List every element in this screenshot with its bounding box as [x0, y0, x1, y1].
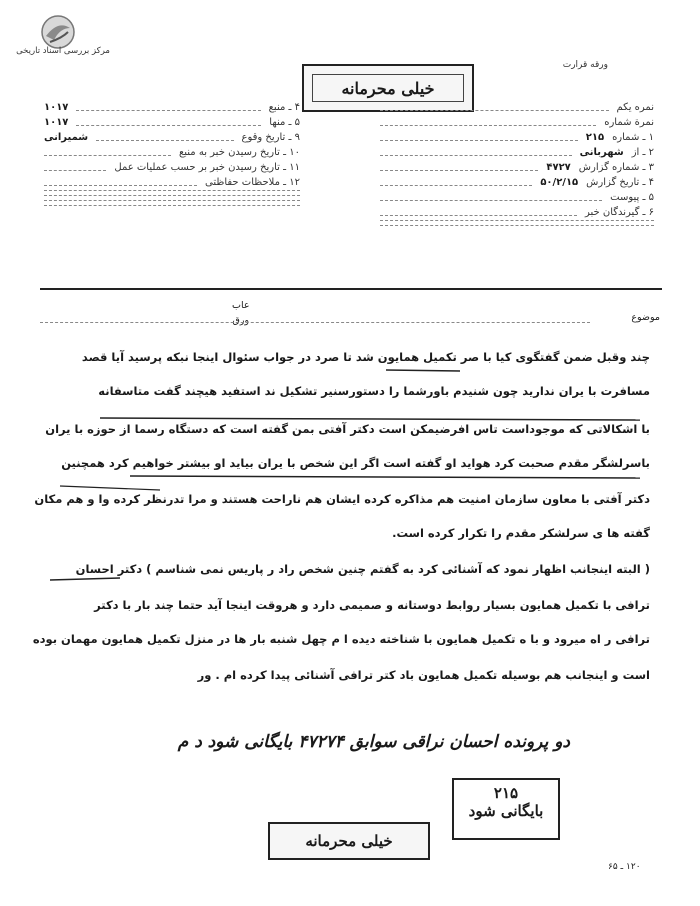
field-row: ۱ ـ شماره ۲۱۵: [380, 130, 654, 145]
field-row: ۲ ـ از شهربانی: [380, 145, 654, 160]
archive-stamp-number: ۲۱۵: [493, 784, 519, 802]
field-row: ۵ ـ منها ۱۰۱۷: [44, 117, 300, 128]
archive-name: مرکز بررسی اسناد تاریخی: [16, 46, 110, 56]
field-row: ۴ ـ منبع ۱۰۱۷: [44, 102, 300, 113]
body-line: ترافی با تکمیل همایون بسیار روابط دوستانه و صمیمی دارد و هروقت اینجا آید حتما چند بار با دکتر: [94, 598, 650, 612]
field-row: ۹ ـ تاریخ وقوع شمیرانی: [44, 132, 300, 143]
field-row: [44, 205, 300, 210]
classification-stamp-top-text: خیلی محرمانه: [341, 78, 435, 98]
field-row: ۴ ـ تاریخ گزارش ۵۰/۲/۱۵: [380, 175, 654, 190]
body-line: است و اینجانب هم بوسیله تکمیل همایون باد کتر ترافی آشنائی پیدا کرده ام . ور: [197, 668, 650, 682]
archive-stamp: [452, 778, 560, 840]
header-divider: [40, 288, 662, 290]
handwritten-note: دو پرونده احسان نراقی سوابق ۴۷۲۷۴ بایگانی شود د م: [177, 732, 570, 752]
body-line: با اشکالاتی که موجوداست تاس افرضیمکن است دکتر آفتی بمن گفته است که دستگاه رسما از حوزه با یران: [45, 422, 650, 436]
field-row: ۳ ـ شماره گزارش ۴۷۲۷: [380, 160, 654, 175]
body-line: باسرلشگر مقدم صحبت کرد هواید او گفته است اگر این شخص با یران بیاید او بیشتر خواهیم کرد همچنین: [61, 456, 650, 470]
field-row: ۵ ـ پیوست: [380, 190, 654, 205]
footer-code: ۱۲۰ ـ ۶۵: [608, 862, 641, 872]
subject-line: [40, 322, 590, 323]
field-row: [380, 225, 654, 230]
body-line: ترافی ر اه میرود و با ه تکمیل همایون با شناخته دیده ا م چهل شنبه بار ها در منزل تکمیل همایون مهمان بوده: [32, 632, 650, 646]
archive-stamp-text: بایگانی شود: [468, 802, 544, 820]
body-line: مسافرت با یران ندارید چون شنیدم باورشما را دستورسنیر تشکیل ند استفید هیچند گفت متاسفانه: [98, 384, 650, 398]
body-line: دکتر آفتی با معاون سازمان امنیت هم مذاکره کرده ایشان هم ناراحت هستند و مرا تدرنظر کرده وا و هم مکان: [34, 492, 650, 506]
field-row: نمرة شماره: [380, 115, 654, 130]
body-line: گفته ها ی سرلشکر مقدم را تکرار کرده است.: [392, 526, 650, 540]
subject-label: موضوع: [631, 312, 660, 323]
field-row: ۱۲ ـ ملاحظات حفاظتی: [44, 175, 300, 190]
field-row: ۶ ـ گیرندگان خبر: [380, 205, 654, 220]
header-right-fields: [380, 100, 654, 230]
body-line: ( البته اینجانب اظهار نمود که آشنائی کرد به گفتم چنین شخص راد ر پاریس نمی شناسم ) دکتر احسان: [75, 562, 650, 576]
underline-marks: [40, 340, 670, 590]
office-block: عاب ورق: [232, 300, 250, 326]
header-left-fields: [44, 100, 300, 210]
body-line: چند وقبل ضمن گفتگوی کیا با صر تکمیل همایون شد تا صرد در جواب سئوال اینجا نبکه پرسید آیا قصد: [81, 350, 650, 364]
field-row: ۱۱ ـ تاریخ رسیدن خبر بر حسب عملیات عمل: [44, 160, 300, 175]
classification-stamp-bottom: خیلی محرمانه: [268, 822, 430, 860]
field-row: ۱۰ ـ تاریخ رسیدن خبر به منبع: [44, 145, 300, 160]
form-title: ورقه قرارت: [562, 60, 608, 70]
field-row: نمره یکم: [380, 100, 654, 115]
